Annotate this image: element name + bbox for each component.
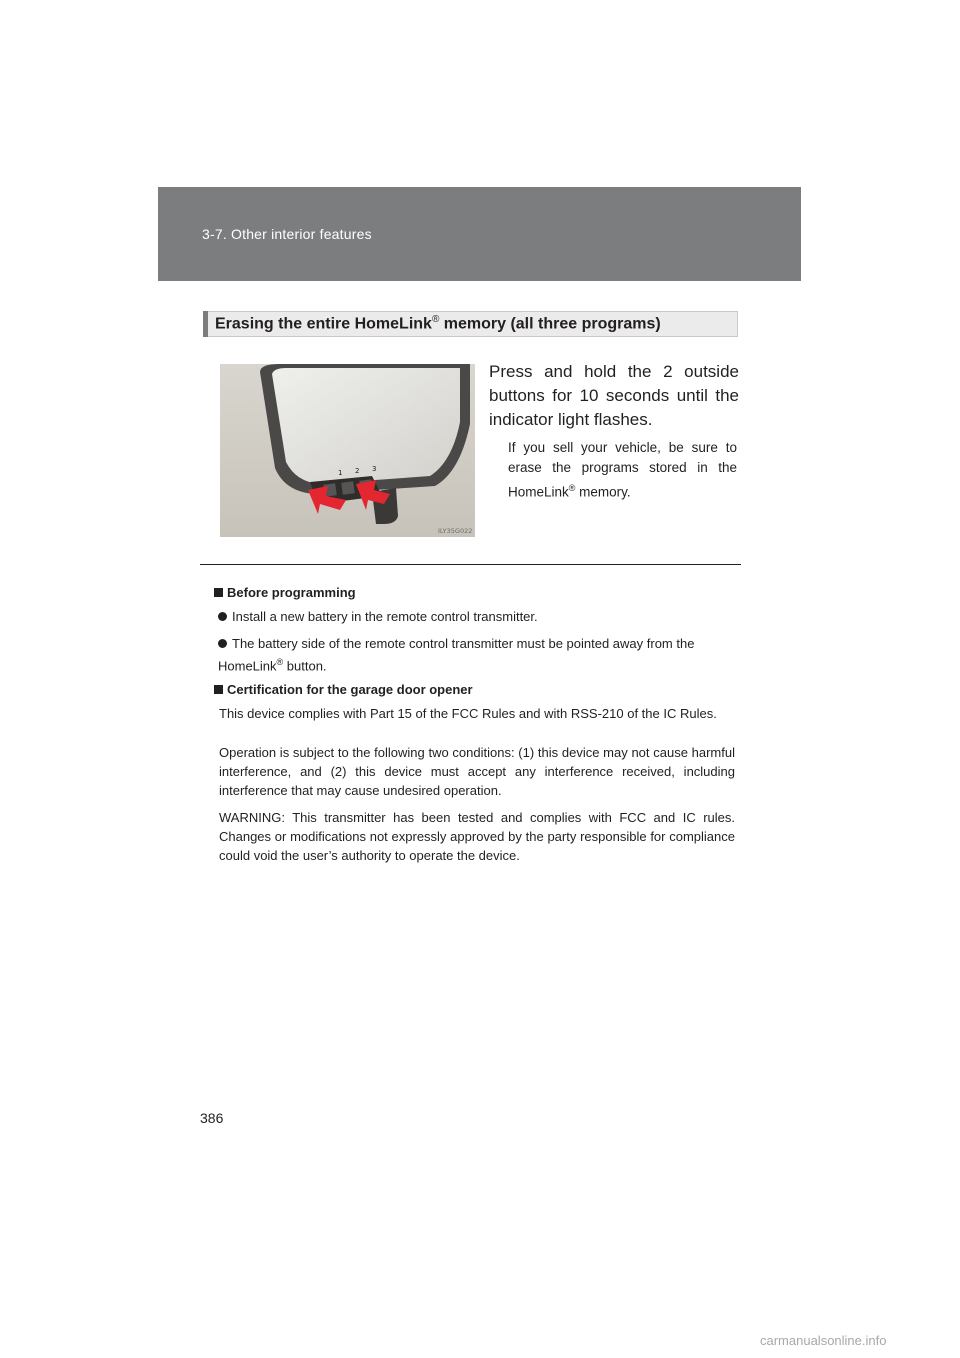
divider bbox=[200, 564, 741, 565]
sale-note: If you sell your vehicle, be sure to erase the programs stored in the HomeLink® memory. bbox=[508, 440, 737, 500]
bullet-icon bbox=[218, 639, 227, 648]
button-number-1: 1 bbox=[338, 469, 343, 477]
certification-paragraph-2: Operation is subject to the following two conditions: (1) this device may not cause harmful interference, and (2) this device must accept any interference received, including interference that may cause undesired operation. bbox=[219, 745, 735, 798]
figure-code: ILY35G022 bbox=[438, 527, 473, 535]
heading-accent-bar bbox=[203, 311, 208, 337]
section-heading bbox=[203, 311, 738, 337]
square-bullet-icon bbox=[214, 588, 223, 597]
page-number: 386 bbox=[200, 1110, 224, 1126]
list-item: The battery side of the remote control transmitter must be pointed away from the HomeLink® button. bbox=[218, 636, 695, 674]
section-label: 3-7. Other interior features bbox=[202, 226, 372, 242]
list-item: Install a new battery in the remote control transmitter. bbox=[218, 607, 538, 626]
button-number-3: 3 bbox=[372, 465, 377, 473]
before-programming-heading: Before programming bbox=[214, 583, 356, 602]
certification-paragraph-1: This device complies with Part 15 of the FCC Rules and with RSS-210 of the IC Rules. bbox=[219, 706, 717, 721]
bullet-icon bbox=[218, 612, 227, 621]
button-number-2: 2 bbox=[355, 467, 360, 475]
heading-text: Erasing the entire HomeLink® memory (all three programs) bbox=[215, 314, 661, 333]
instruction-text: Press and hold the 2 outside buttons for 10 seconds until the indicator light flashes. bbox=[489, 362, 739, 429]
certification-heading: Certification for the garage door opener bbox=[214, 680, 473, 699]
watermark: carmanualsonline.info bbox=[760, 1333, 887, 1348]
header-band bbox=[158, 187, 801, 281]
square-bullet-icon bbox=[214, 685, 223, 694]
mirror-illustration bbox=[220, 364, 475, 537]
certification-paragraph-3: WARNING: This transmitter has been tested and complies with FCC and IC rules. Changes or modifications not expressly approved by the party responsible for compliance could void the user’s authority to operate the device. bbox=[219, 810, 735, 863]
